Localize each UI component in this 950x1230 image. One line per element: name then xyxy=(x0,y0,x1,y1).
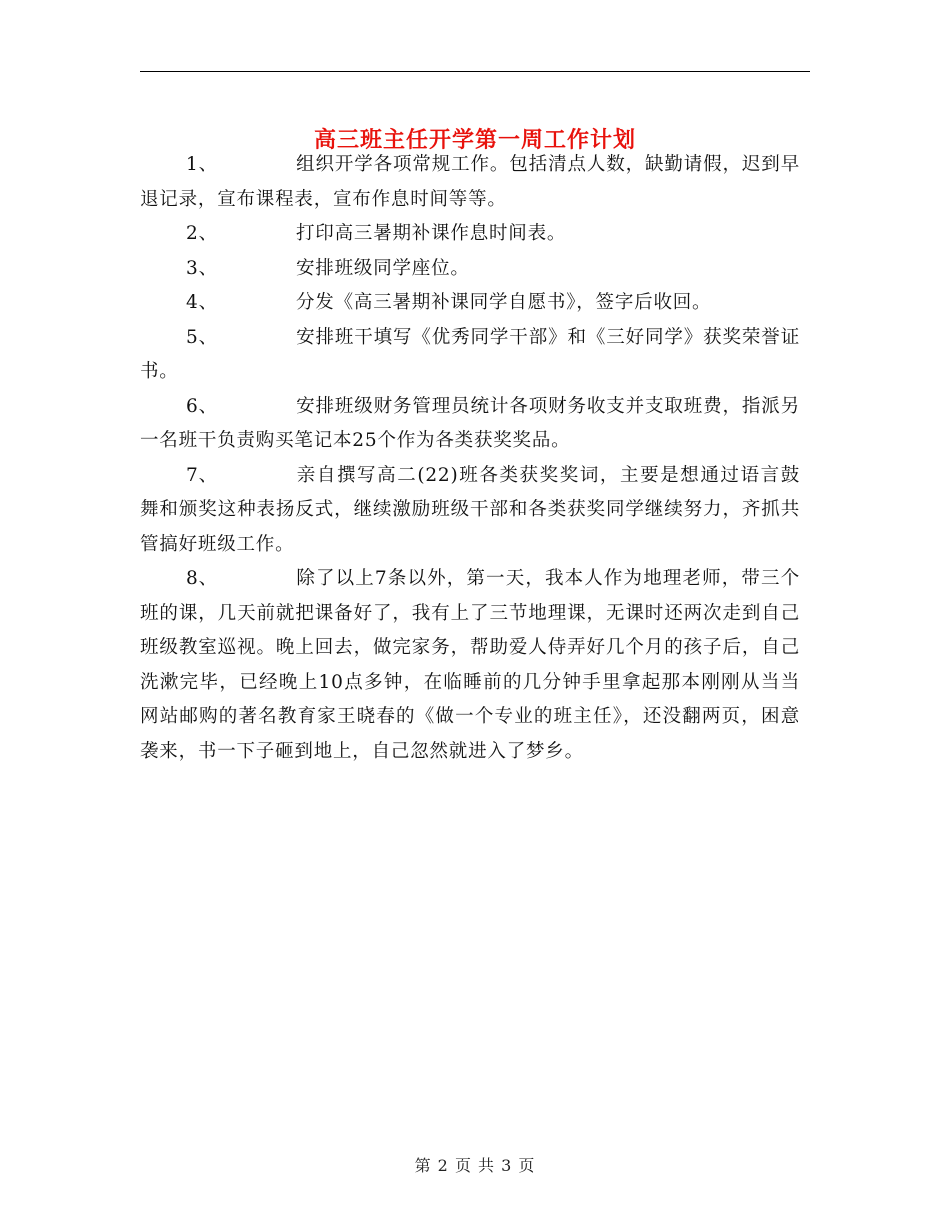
item-number: 5、 xyxy=(186,326,218,348)
list-item xyxy=(140,252,800,287)
list-item xyxy=(140,459,800,563)
item-number: 1、 xyxy=(186,154,218,175)
item-text: 除了以上7条以外，第一天，我本人作为地理老师，带三个班的课，几天前就把课备好了，我有上了三节地理课，无课时还两次走到自己班级教室巡视。晚上回去，做完家务，帮助爱人侍弄好几个月的孩子后，自己洗漱完毕，已经晚上10点多钟，在临睡前的几分钟手里拿起那本刚刚从当当网站邮购的著名教育家王晓春的《做一个专业的班主任》，还没翻两页，困意袭来，书一下子砸到地上，自己忽然就进入了梦乡。 xyxy=(140,568,800,762)
item-number: 7、 xyxy=(186,464,218,486)
item-number: 6、 xyxy=(186,395,218,417)
list-item xyxy=(140,390,800,459)
item-text: 分发《高三暑期补课同学自愿书》，签字后收回。 xyxy=(296,292,712,313)
item-text: 亲自撰写高二(22)班各类获奖奖词，主要是想通过语言鼓舞和颁奖这种表扬反式，继续激励班级干部和各类获奖同学继续努力，齐抓共管搞好班级工作。 xyxy=(140,464,800,555)
list-item xyxy=(140,286,800,321)
header-rule xyxy=(140,71,810,72)
list-item xyxy=(140,562,800,769)
item-number: 8、 xyxy=(186,568,218,589)
document-body xyxy=(140,148,800,769)
list-item xyxy=(140,321,800,390)
list-item xyxy=(140,217,800,252)
item-number: 4、 xyxy=(186,292,218,313)
item-number: 3、 xyxy=(186,257,218,279)
list-item xyxy=(140,148,800,217)
item-text: 打印高三暑期补课作息时间表。 xyxy=(296,223,567,244)
item-text: 安排班级财务管理员统计各项财务收支并支取班费，指派另一名班干负责购买笔记本25个作为各类获奖奖品。 xyxy=(140,395,800,451)
page-number: 第 2 页 共 3 页 xyxy=(414,1156,536,1175)
item-text: 安排班级同学座位。 xyxy=(296,257,470,279)
item-text: 安排班干填写《优秀同学干部》和《三好同学》获奖荣誉证书。 xyxy=(140,326,800,382)
document-title: 高三班主任开学第一周工作计划 xyxy=(313,126,636,153)
item-text: 组织开学各项常规工作。包括清点人数，缺勤请假，迟到早退记录，宣布课程表，宣布作息时间等等。 xyxy=(140,154,800,210)
item-number: 2、 xyxy=(186,223,218,244)
